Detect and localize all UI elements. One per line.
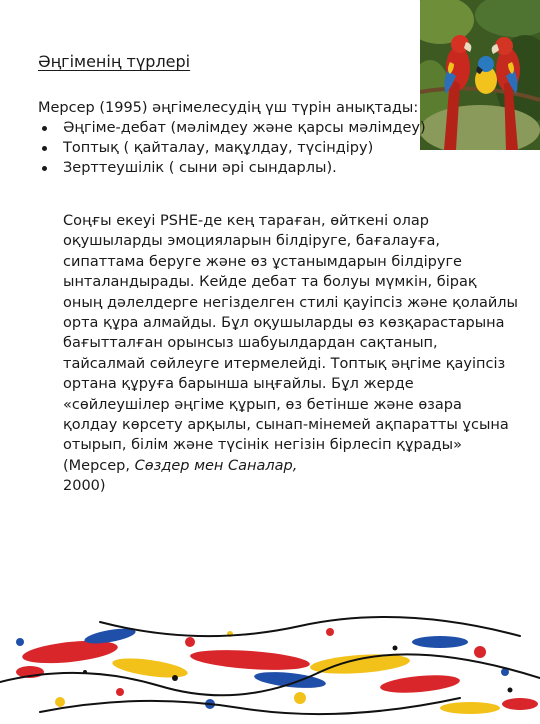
parrots-photo — [420, 0, 540, 150]
citation-source: Сөздер мен Саналар, — [134, 457, 298, 474]
paragraph-text: Соңғы екеуі PSHE-де кең тараған, өйткені олар оқушыларды эмоцияларын білдіруге, бағалауға, сипаттама беруге және өз ұстанымдарын білдіруге ынталандырады. Кейде дебат та болуы мүмкін, бірақ оның дәлелдерге негізделген стилі қауіпсіз және қолайлы орта құра алмайды. Бұл оқушыларды өз көзқарастарына бағытталған орынсыз шабуылдардан сақтанып, тайсалмай сөйлеуге итермелейді. Топтық әңгіме қауіпсіз ортана құруға барынша ыңғайлы. Бұл жерде «сөйлеушілер әңгіме құрып, өз бетінше және өзара қолдау көрсету арқылы, сынап-мінемей ақпаратты ұсына отырып, білім және түсінік негізін бірлесіп құрады» (Мерсер, — [63, 213, 519, 474]
paint-splatter — [0, 612, 540, 720]
list-item: Топтық ( қайталау, мақұлдау, түсіндіру) — [38, 138, 428, 158]
slide-title: Әңгіменің түрлері — [38, 52, 191, 71]
list-item: Әңгіме-дебат (мәлімдеу және қарсы мәлімдеу) — [38, 118, 428, 138]
main-paragraph — [63, 211, 518, 497]
intro-line: Мерсер (1995) әңгімелесудің үш түрін анықтады: — [38, 100, 419, 116]
citation-year: 2000) — [63, 478, 106, 495]
speech-types-list — [38, 118, 428, 178]
intro-block — [38, 98, 428, 178]
list-item: Зерттеушілік ( сыни әрі сындарлы). — [38, 158, 428, 178]
